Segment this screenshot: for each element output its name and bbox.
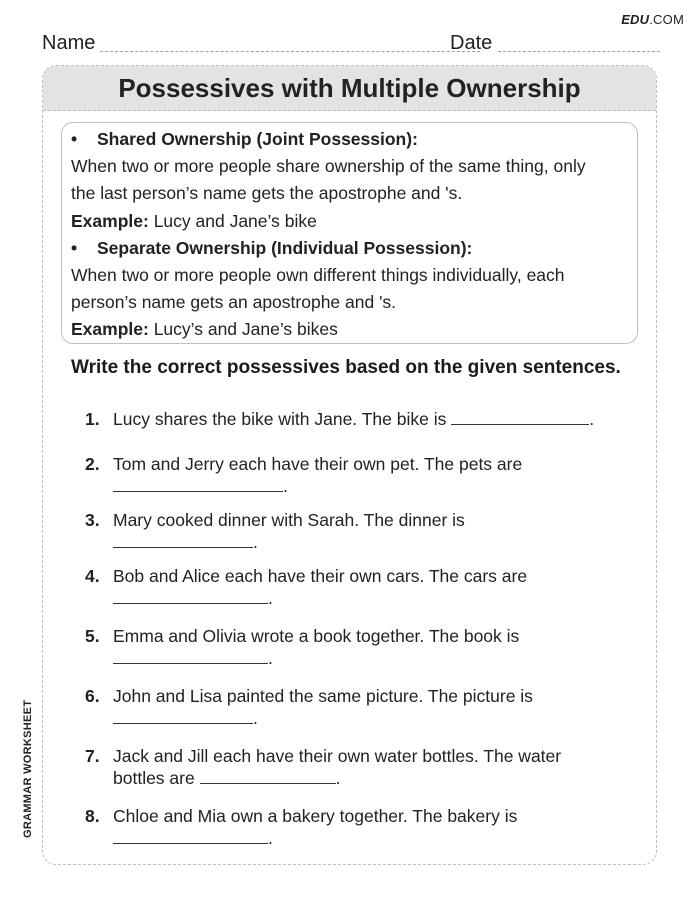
question-1 [85, 408, 636, 430]
name-line[interactable] [100, 51, 480, 52]
question-number: 6. [85, 686, 100, 706]
question-number: 2. [85, 454, 100, 474]
question-7 [85, 745, 636, 789]
question-number: 5. [85, 626, 100, 646]
side-label: GRAMMAR WORKSHEET [22, 699, 34, 838]
shared-example [71, 208, 627, 235]
question-text: Mary cooked dinner with Sarah. The dinner is [113, 510, 465, 530]
question-text: John and Lisa painted the same picture. The picture is [113, 686, 533, 706]
question-number: 7. [85, 746, 100, 766]
bullet-icon: • [71, 237, 78, 258]
answer-blank[interactable] [451, 423, 589, 425]
name-label: Name [42, 32, 96, 54]
question-5 [85, 625, 636, 669]
question-6 [85, 685, 636, 729]
page-title: Possessives with Multiple Ownership [118, 72, 581, 103]
name-date-bar [40, 30, 660, 56]
shared-example-label: Example: [71, 210, 149, 231]
period: . [268, 648, 273, 668]
question-text: Chloe and Mia own a bakery together. The bakery is [113, 806, 518, 826]
brand-rest: .COM [649, 12, 684, 27]
separate-example-text: Lucy’s and Jane’s bikes [153, 319, 338, 340]
period: . [253, 532, 258, 552]
bullet-icon: • [71, 129, 78, 149]
period: . [268, 588, 273, 608]
period: . [268, 828, 273, 848]
answer-blank[interactable] [113, 546, 253, 548]
question-2 [85, 453, 636, 497]
separate-example-label: Example: [71, 319, 149, 340]
separate-heading-row [71, 235, 627, 262]
question-8 [85, 805, 636, 849]
answer-blank[interactable] [113, 490, 283, 492]
separate-desc-2: person’s name gets an apostrophe and 's. [71, 292, 397, 313]
rules-box [61, 122, 638, 344]
date-label: Date [450, 32, 493, 54]
separate-heading: Separate Ownership (Individual Possession): [97, 237, 473, 258]
question-number: 3. [85, 510, 100, 530]
question-number: 1. [85, 409, 100, 429]
question-text: Jack and Jill each have their own water bottles. The water [113, 746, 562, 766]
shared-desc-2: the last person’s name gets the apostrophe and 's. [71, 183, 463, 204]
worksheet [42, 65, 657, 865]
answer-blank[interactable] [113, 602, 268, 604]
question-text-cont: bottles are [113, 768, 195, 788]
question-number: 4. [85, 566, 100, 586]
question-text: Bob and Alice each have their own cars. The cars are [113, 566, 528, 586]
question-4 [85, 565, 636, 609]
answer-blank[interactable] [113, 722, 253, 724]
period: . [253, 708, 258, 728]
period: . [589, 409, 595, 429]
shared-heading: Shared Ownership (Joint Possession): [97, 129, 418, 149]
period: . [335, 768, 341, 788]
shared-heading-row [71, 126, 627, 153]
period: . [283, 476, 288, 496]
instruction: Write the correct possessives based on the given sentences. [71, 357, 621, 378]
question-text: Emma and Olivia wrote a book together. The book is [113, 626, 520, 646]
answer-blank[interactable] [200, 782, 336, 784]
shared-example-text: Lucy and Jane’s bike [153, 210, 317, 231]
question-number: 8. [85, 806, 100, 826]
answer-blank[interactable] [113, 842, 268, 844]
answer-blank[interactable] [113, 662, 268, 664]
question-3 [85, 509, 636, 553]
title-band [43, 66, 656, 111]
brand-bold: EDU [621, 12, 650, 27]
separate-desc-1: When two or more people own different things individually, each [71, 265, 565, 286]
shared-desc-1: When two or more people share ownership of the same thing, only [71, 156, 586, 177]
date-line[interactable] [498, 51, 660, 52]
question-text: Lucy shares the bike with Jane. The bike is [113, 409, 447, 429]
question-text: Tom and Jerry each have their own pet. The pets are [113, 454, 523, 474]
separate-example [71, 316, 627, 343]
brand-logo [621, 12, 684, 27]
